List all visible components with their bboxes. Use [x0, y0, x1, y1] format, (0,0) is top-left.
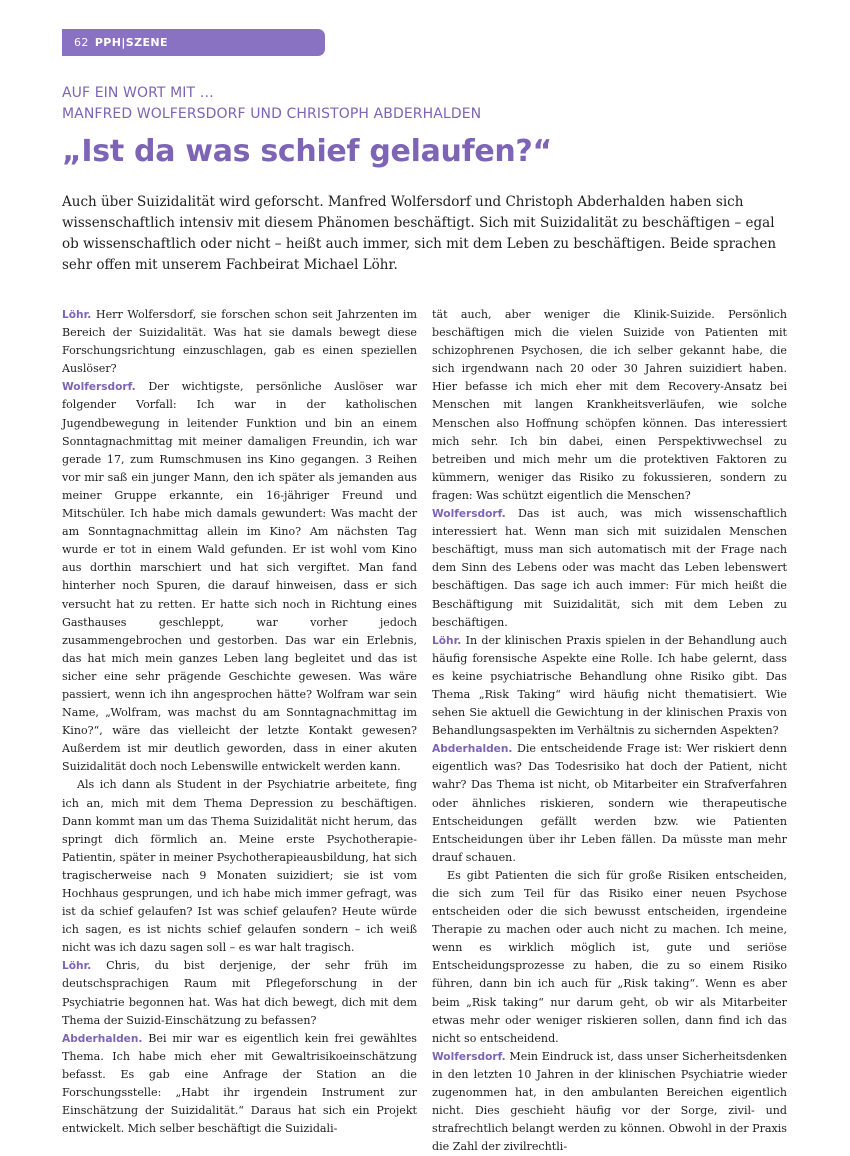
paragraph — [432, 1048, 787, 1156]
left-column — [62, 306, 417, 1138]
paragraph-text: Es gibt Patienten die sich für große Risiken entscheiden, die sich zum Teil für das Risiko einer neuen Psychose entscheiden oder die sich bewusst entscheiden, irgendeine Therapie zu machen oder auch nicht zu machen. Ich meine, wenn es wirklich möglich ist, gute und seriöse Entscheidungsprozesse zu haben, die zu so einem Risiko führen, dann bin ich auch für „Risk taking“. Wenn es aber beim „Risk taking“ nur darum geht, ob wir als Mitarbeiter etwas mehr oder weniger riskieren sollen, dann find ich das nicht so entscheidend. — [432, 868, 787, 1045]
speaker-label: Abderhalden. — [62, 1032, 143, 1045]
speaker-label: Abderhalden. — [432, 743, 513, 756]
paragraph-text: Die entscheidende Frage ist: Wer riskiert denn eigentlich was? Das Todesrisiko hat doch der Patient, nicht wahr? Das Thema ist nicht, ob Mitarbeiter ein Strafverfahren oder ähnliches riskieren, sondern wie therapeutische Entscheidungen gefällt werden bzw. wie Patienten Entscheidungen über ihr Leben fällen. Da müsste man mehr drauf schauen. — [432, 742, 787, 864]
paragraph-text: tät auch, aber weniger die Klinik-Suizide. Persönlich beschäftigen mich die vielen Suizide von Patienten mit schizophrenen Psychosen, die ich selber gekannt habe, die sich irgendwann nach 20 oder 30 Jahren suizidiert haben. Hier befasse ich mich eher mit dem Recovery-Ansatz bei Menschen mit langen Krankheitsverläufen, wie solche Menschen also Hoffnung schöpfen können. Das interessiert mich sehr. Ich bin dabei, einen Perspektivwechsel zu betreiben und mich mehr um die protektiven Faktoren zu kümmern, weniger das Risiko zu fokussieren, sondern zu fragen: Was schützt eigentlich die Menschen? — [432, 308, 787, 502]
speaker-label: Wolfersdorf. — [432, 1050, 506, 1063]
paragraph — [432, 867, 787, 1048]
article-lead: Auch über Suizidalität wird geforscht. Manfred Wolfersdorf und Christoph Abderhalden haben sich wissenschaftlich intensiv mit diesem Phänomen beschäftigt. Sich mit Suizidalität zu beschäftigen – egal ob wissenschaftlich oder nicht – heißt auch immer, sich mit dem Leben zu beschäftigen. Beide sprachen sehr offen mit unserem Fachbeirat Michael Löhr. — [62, 194, 777, 273]
paragraph — [62, 378, 417, 776]
paragraph-text: Das ist auch, was mich wissenschaftlich interessiert hat. Wenn man sich mit suizidalen Menschen beschäftigt, muss man sich automatisch mit der Frage nach dem Sinn des Lebens oder was macht das Leben lebenswert beschäftigen. Das sage ich auch immer: Für mich heißt die Beschäftigung mit Suizidalität, sich mit dem Leben zu beschäftigen. — [432, 507, 788, 629]
paragraph-text: Herr Wolfersdorf, sie forschen schon seit Jahrzenten im Bereich der Suizidalität. Was hat sie damals bewegt diese Forschungsrichtung einzuschlagen, gab es einen speziellen Auslöser? — [62, 308, 417, 376]
speaker-label: Löhr. — [62, 309, 92, 321]
speaker-label: Wolfersdorf. — [432, 508, 506, 521]
page-header-bar — [62, 29, 325, 56]
kicker-line-1: AUF EIN WORT MIT … — [62, 85, 214, 101]
paragraph — [432, 505, 787, 632]
article-title: „Ist da was schief gelaufen?“ — [62, 134, 552, 169]
paragraph-text: Als ich dann als Student in der Psychiatrie arbeitete, fing ich an, mich mit dem Thema Depression zu beschäftigen. Dann kommt man um das Thema Suizidalität nicht herum, das springt dich förmlich an. Meine erste Psychotherapie-Patientin, später in meiner Psychotherapieausbildung, hat sich tragischerweise nach 9 Monaten suizidiert; sie ist vom Hochhaus gesprungen, und ich habe mich immer gefragt, was ist da schief gelaufen? Ist was schief gelaufen? Heute würde ich sagen, es ist nichts schief gelaufen sondern – ich weiß nicht was ich dazu sagen soll – es war halt tragisch. — [62, 778, 417, 955]
right-column — [432, 306, 787, 1156]
paragraph-text: Chris, du bist derjenige, der sehr früh im deutschsprachigen Raum mit Pflegeforschung in der Psychiatrie begonnen hat. Was hat dich bewegt, dich mit dem Thema der Suizid-Einschätzung zu befassen? — [62, 959, 417, 1027]
paragraph — [432, 740, 787, 867]
article-kicker — [62, 83, 481, 125]
paragraph — [432, 632, 787, 741]
paragraph-text: Bei mir war es eigentlich kein frei gewähltes Thema. Ich habe mich eher mit Gewaltrisikoeinschätzung befasst. Es gab eine Anfrage der Station an die Forschungsstelle: „Habt ihr irgendein Instrument zur Einschätzung der Suizidalität.“ Daraus hat sich ein Projekt entwickelt. Mich selber beschäftigt die Suizidali- — [62, 1031, 417, 1136]
paragraph-text: Mein Eindruck ist, dass unser Sicherheitsdenken in den letzten 10 Jahren in der klinischen Psychiatrie wieder zugenommen hat, in den ambulanten Bereichen eigentlich nicht. Dies geschieht häufig vor der Sorge, zivil- und strafrechtlich belangt werden zu können. Obwohl in der Praxis die Zahl der zivilrechtli- — [432, 1049, 787, 1154]
paragraph — [62, 776, 417, 957]
paragraph — [62, 306, 417, 378]
paragraph-text: In der klinischen Praxis spielen in der Behandlung auch häufig forensische Aspekte eine Rolle. Ich habe gelernt, dass es keine psychiatrische Behandlung ohne Risiko gibt. Das Thema „Risk Taking“ wird häufig nicht thematisiert. Wie sehen Sie aktuell die Gewichtung in der klinischen Praxis von Behandlungsaspekten im Verhältnis zu sichernden Aspekten? — [432, 633, 788, 738]
paragraph — [62, 957, 417, 1029]
paragraph — [432, 306, 787, 505]
kicker-line-2: MANFRED WOLFERSDORF UND CHRISTOPH ABDERHALDEN — [62, 106, 482, 122]
paragraph — [62, 1030, 417, 1139]
section-label: PPH|SZENE — [94, 36, 168, 49]
speaker-label: Löhr. — [62, 960, 92, 973]
speaker-label: Wolfersdorf. — [62, 381, 136, 394]
paragraph-text: Der wichtigste, persönliche Auslöser war folgender Vorfall: Ich war in der katholischen Jugendbewegung in leitender Funktion und bin an einem Sonntagnachmittag mit meiner damaligen Freundin, ich war gerade 17, zum Rumschmusen ins Kino gegangen. 3 Reihen vor mir saß ein junger Mann, den ich später als jemanden aus meiner Gruppe erkannte, ein 16-jähriger Freund und Mitschüler. Ich habe mich damals gewundert: Was macht der am Sonntagnachmittag allein im Kino? Am nächsten Tag wurde er tot in einem Wald gefunden. Er ist wohl vom Kino aus dorthin marschiert und hat sich vergiftet. Man fand hinterher noch Spuren, die darauf hinweisen, dass er sich versucht hat zu retten. Er hatte sich noch in Richtung eines Gasthauses geschleppt, war vorher jedoch zusammengebrochen und gestorben. Das war ein Erlebnis, das hat mich mein ganzes Leben lang begleitet und das ist sicher eine sehr prägende Geschichte gewesen. Was wäre passiert, wenn ich ihn angesprochen hätte? Wolfram war sein Name, „Wolfram, was machst du am Sonntagnachmittag im Kino?“, wäre das vielleicht der letzte Kontakt gewesen? Außerdem ist mir deutlich geworden, dass in einer akuten Suizidalität doch noch Lebenswille entwickelt werden kann. — [62, 380, 417, 774]
page-number: 62 — [74, 36, 89, 49]
speaker-label: Löhr. — [432, 634, 462, 647]
